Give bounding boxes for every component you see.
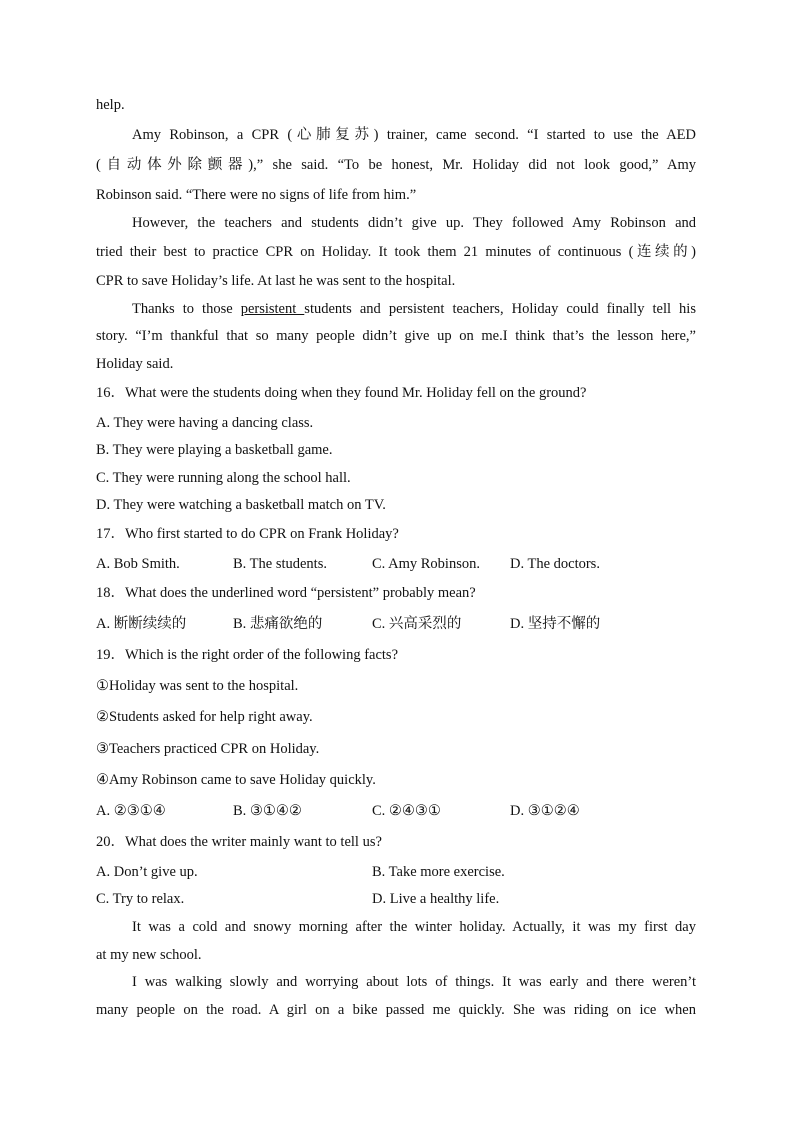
passage-line: It was a cold and snowy morning after the winter holiday. Actually, it was my first day: [132, 919, 696, 935]
answer-option: A. 断断续续的: [96, 616, 187, 632]
passage-line: I was walking slowly and worrying about lots of things. It was early and there weren’t: [132, 974, 696, 990]
answer-option: C. They were running along the school hall.: [96, 470, 351, 486]
passage-line: (自动体外除颤器),” she said. “To be honest, Mr. Holiday did not look good,” Amy: [96, 157, 696, 173]
passage-text: students and persistent teachers, Holiday could finally tell his: [304, 301, 696, 317]
underlined-word: persistent: [240, 301, 305, 317]
passage-text: Thanks to those: [132, 301, 241, 317]
answer-option: D. They were watching a basketball match on TV.: [96, 497, 386, 513]
passage-line: However, the teachers and students didn’t give up. They followed Amy Robinson and: [132, 215, 696, 231]
passage-line: Holiday said.: [96, 356, 174, 372]
fact-item: ②Students asked for help right away.: [96, 709, 313, 725]
answer-option: A. ②③①④: [96, 803, 166, 819]
answer-option: A. Bob Smith.: [96, 556, 180, 572]
passage-line: Amy Robinson, a CPR (心肺复苏) trainer, came second. “I started to use the AED: [132, 127, 696, 143]
passage-line: story. “I’m thankful that so many people didn’t give up on me.I think that’s the lesson here,”: [96, 328, 696, 344]
question-stem: 19．Which is the right order of the following facts?: [96, 647, 399, 663]
passage-line: Robinson said. “There were no signs of life from him.”: [96, 187, 417, 203]
answer-option: B. 悲痛欲绝的: [233, 616, 323, 632]
answer-option: C. ②④③①: [372, 803, 441, 819]
question-stem: 20．What does the writer mainly want to tell us?: [96, 834, 382, 850]
answer-option: B. The students.: [233, 556, 327, 572]
fact-item: ①Holiday was sent to the hospital.: [96, 678, 299, 694]
answer-option: C. Try to relax.: [96, 891, 185, 907]
passage-line: CPR to save Holiday’s life. At last he was sent to the hospital.: [96, 273, 456, 289]
answer-option: C. 兴高采烈的: [372, 616, 462, 632]
answer-option: D. The doctors.: [510, 556, 600, 572]
fact-item: ③Teachers practiced CPR on Holiday.: [96, 741, 320, 757]
passage-line: [132, 299, 696, 319]
answer-option: B. ③①④②: [233, 803, 302, 819]
answer-option: D. 坚持不懈的: [510, 616, 601, 632]
answer-option: D. Live a healthy life.: [372, 891, 500, 907]
fact-item: ④Amy Robinson came to save Holiday quickly.: [96, 772, 376, 788]
question-stem: 17．Who first started to do CPR on Frank Holiday?: [96, 526, 399, 542]
answer-option: A. Don’t give up.: [96, 864, 198, 880]
answer-option: B. They were playing a basketball game.: [96, 442, 333, 458]
question-stem: 16．What were the students doing when they found Mr. Holiday fell on the ground?: [96, 385, 587, 401]
passage-line: tried their best to practice CPR on Holiday. It took them 21 minutes of continuous (连续的): [96, 244, 696, 260]
answer-option: B. Take more exercise.: [372, 864, 505, 880]
passage-line: at my new school.: [96, 947, 202, 963]
answer-option: C. Amy Robinson.: [372, 556, 480, 572]
question-stem: 18．What does the underlined word “persistent” probably mean?: [96, 585, 476, 601]
passage-line: help.: [96, 97, 125, 113]
answer-option: A. They were having a dancing class.: [96, 415, 314, 431]
answer-option: D. ③①②④: [510, 803, 580, 819]
passage-line: many people on the road. A girl on a bike passed me quickly. She was riding on ice when: [96, 1002, 696, 1018]
